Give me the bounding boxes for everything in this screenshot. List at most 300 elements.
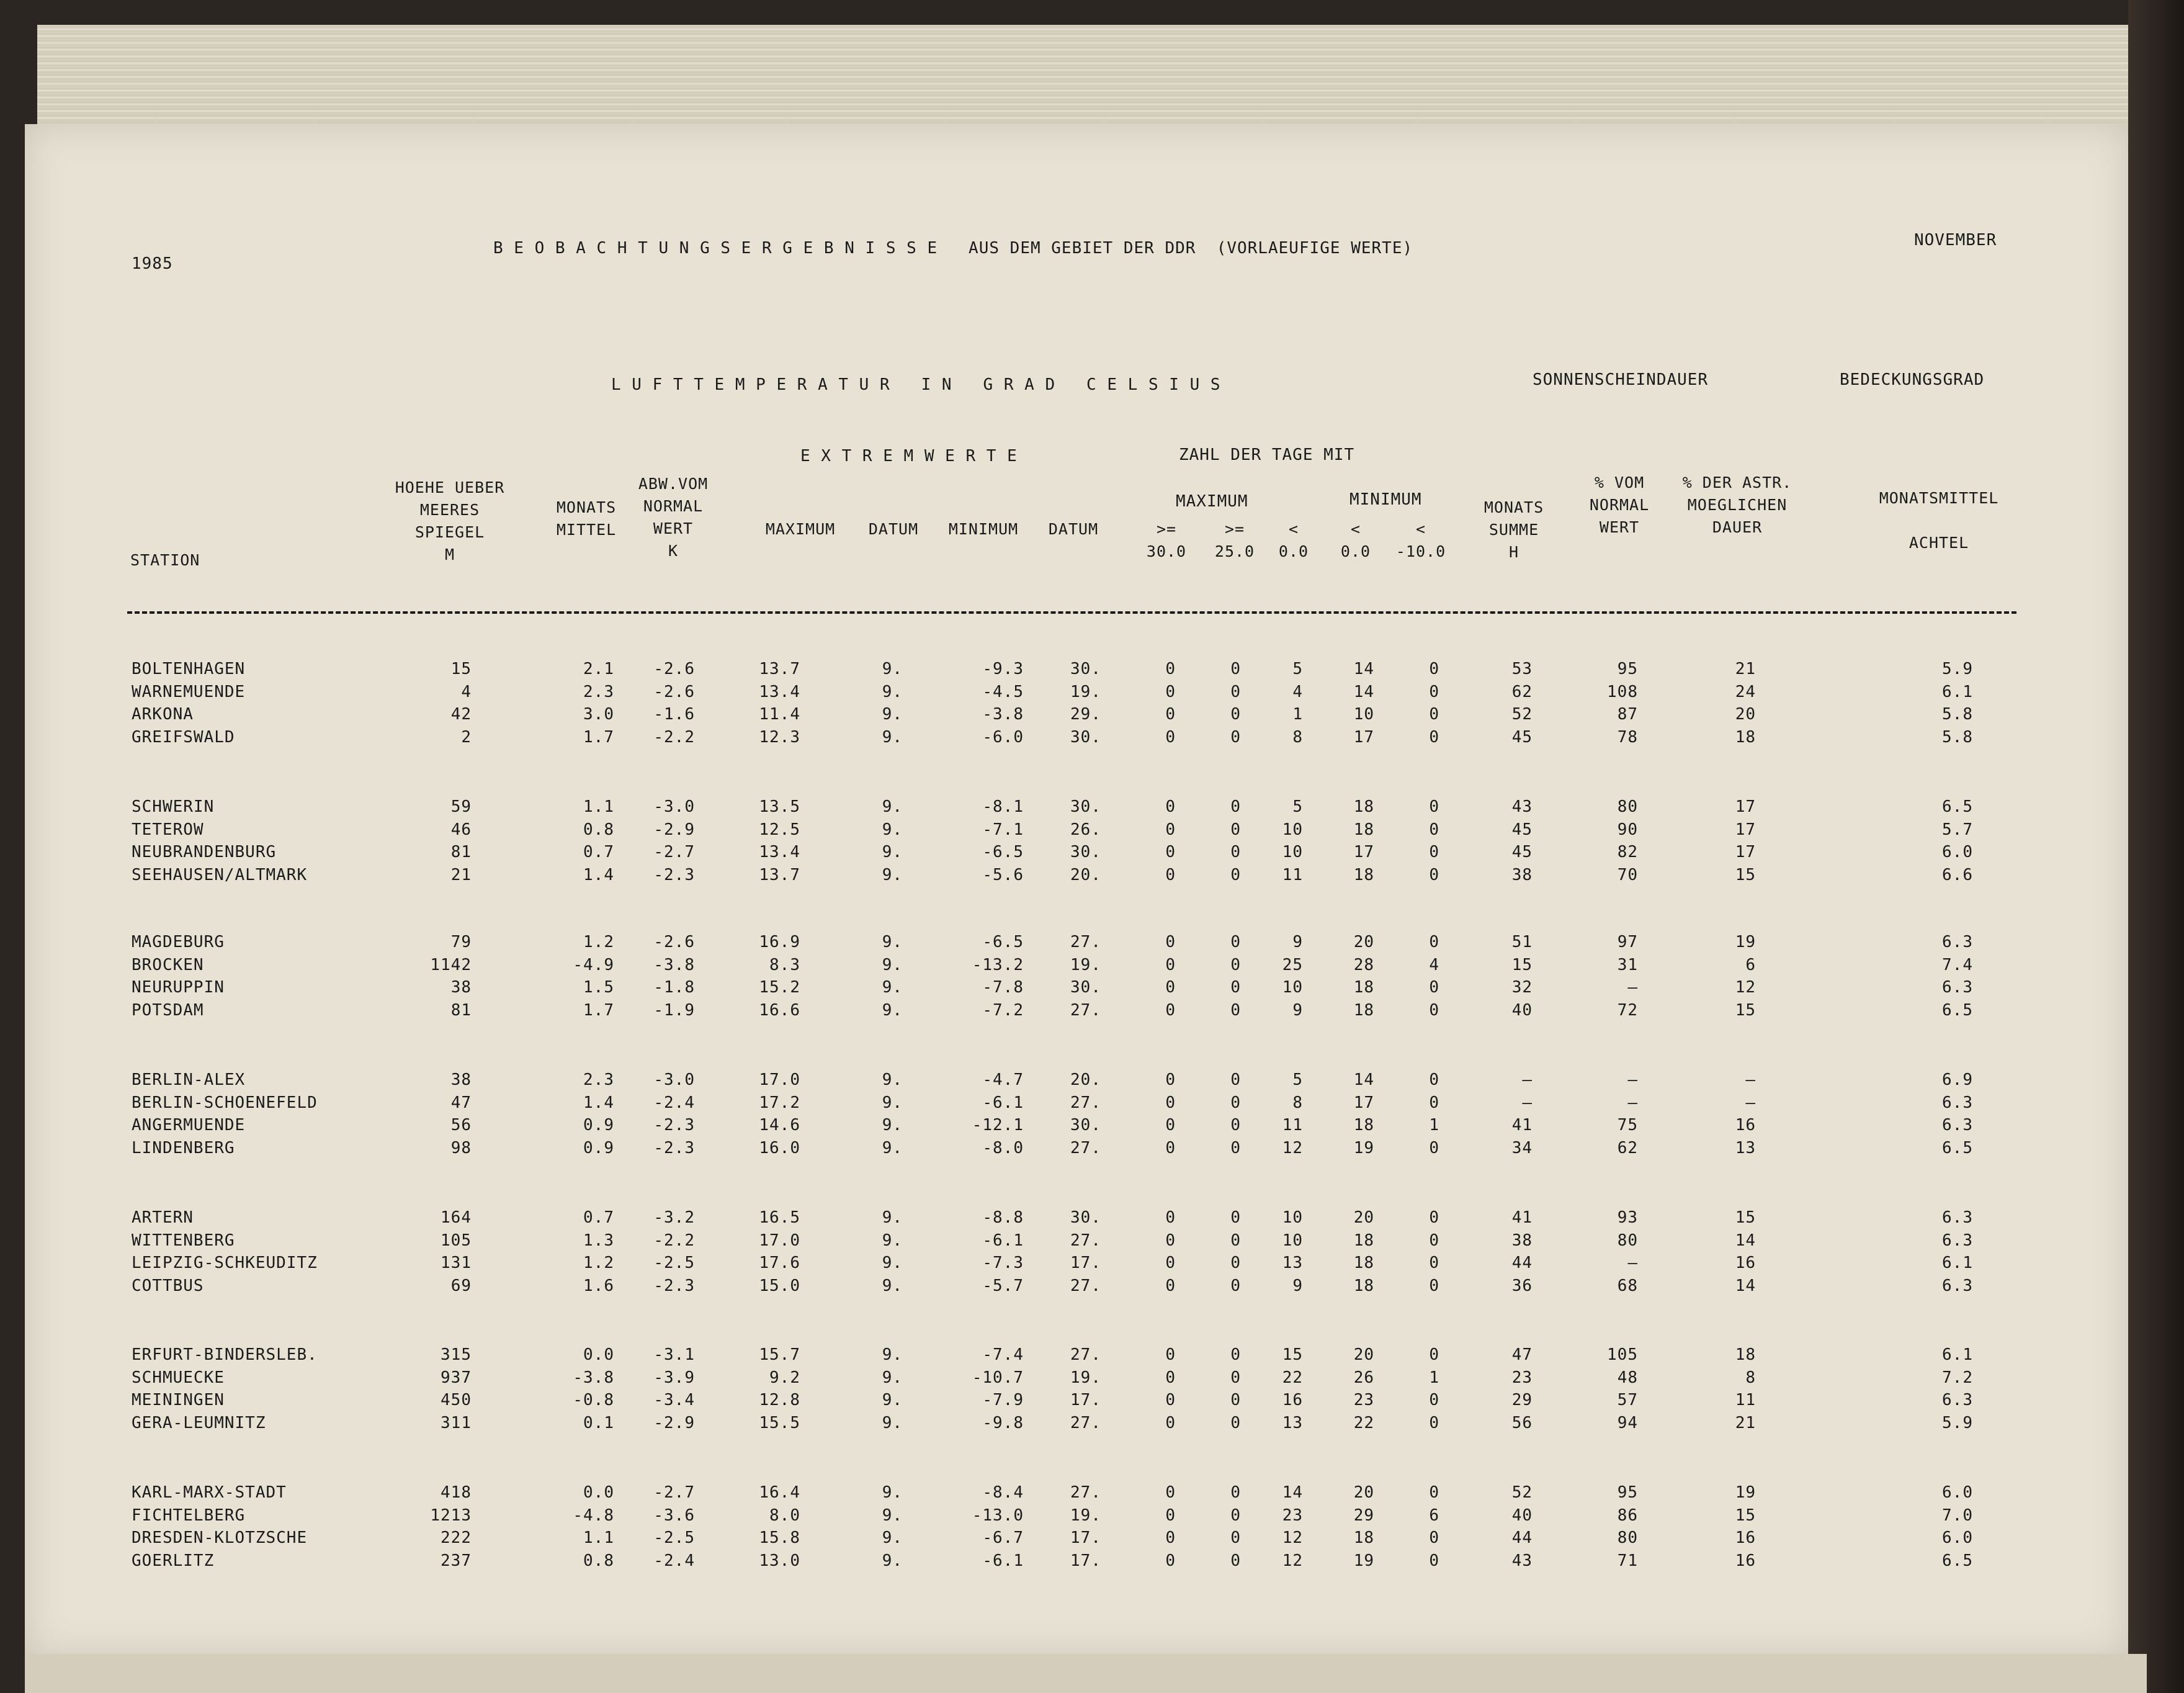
table-row <box>0 843 2184 865</box>
cell-hoehe: 81 <box>450 1000 472 1020</box>
cell-minimum: -6.5 <box>982 933 1024 951</box>
col-sonne-pct-normal: % VOM NORMAL WERT <box>1589 474 1650 536</box>
cell-sonne-pct-astr: 16 <box>1735 1116 1756 1134</box>
cell-max-ge25: 0 <box>1230 1529 1241 1547</box>
cell-max-lt0: 12 <box>1282 1529 1303 1547</box>
cell-max-ge30: 0 <box>1165 1391 1176 1409</box>
cell-max-ge30: 0 <box>1165 1276 1176 1295</box>
cell-hoehe: 42 <box>450 705 472 724</box>
table-row <box>0 797 2184 820</box>
cell-hoehe: 1213 <box>430 1506 472 1525</box>
cell-hoehe: 315 <box>441 1345 472 1364</box>
col-abw: ABW.VOM NORMAL WERT K <box>638 475 709 560</box>
table-row <box>0 1552 2184 1574</box>
cell-min-lt0: 17 <box>1353 727 1374 747</box>
cell-max-ge25: 0 <box>1230 660 1241 678</box>
cell-sonne-pct-astr: 21 <box>1735 660 1756 678</box>
cell-min-lt0: 14 <box>1353 1071 1374 1089</box>
cell-maximum: 13.7 <box>759 660 800 678</box>
cell-min-ltm10: 0 <box>1429 1138 1439 1157</box>
cell-monatsmittel: 3.0 <box>583 705 614 724</box>
cell-max-lt0: 14 <box>1282 1483 1303 1502</box>
cell-minimum: -7.4 <box>982 1345 1024 1364</box>
cell-monatsmittel: 0.7 <box>583 1208 614 1227</box>
cell-abw: -2.5 <box>653 1254 695 1272</box>
cell-sonne-pct-normal: 68 <box>1617 1276 1638 1295</box>
cell-max-ge30: 0 <box>1165 1071 1176 1089</box>
cell-maximum: 12.3 <box>759 727 800 747</box>
page-bottom-edge <box>25 1654 2147 1693</box>
cell-sonne-summe: 36 <box>1511 1276 1533 1295</box>
cell-datum1: 9. <box>882 1345 903 1364</box>
cell-hoehe: 98 <box>450 1138 472 1157</box>
cell-sonne-summe: — <box>1522 1071 1533 1089</box>
cell-min-ltm10: 1 <box>1429 1368 1439 1387</box>
cell-station: BERLIN-SCHOENEFELD <box>132 1093 318 1112</box>
cell-station: ARKONA <box>132 705 194 724</box>
cell-max-ge25: 0 <box>1230 1345 1241 1364</box>
cell-sonne-pct-normal: 80 <box>1617 797 1638 816</box>
cell-min-ltm10: 6 <box>1429 1506 1439 1525</box>
cell-sonne-pct-normal: — <box>1627 1071 1638 1089</box>
cell-min-lt0: 17 <box>1353 1093 1374 1112</box>
cell-station: ERFURT-BINDERSLEB. <box>132 1345 318 1364</box>
cell-max-ge30: 0 <box>1165 1093 1176 1112</box>
cell-sonne-summe: 41 <box>1511 1208 1533 1227</box>
cell-sonne-pct-astr: 15 <box>1735 1208 1756 1227</box>
cell-min-ltm10: 0 <box>1429 660 1439 678</box>
month-label: NOVEMBER <box>1914 231 1997 249</box>
cell-bedeckung: 6.0 <box>1942 1529 1973 1547</box>
cell-max-ge30: 0 <box>1165 1551 1176 1570</box>
cell-abw: -2.3 <box>653 1138 695 1157</box>
cell-bedeckung: 6.3 <box>1942 1231 1973 1250</box>
cell-sonne-pct-astr: 20 <box>1735 705 1756 724</box>
cell-abw: -3.9 <box>653 1368 695 1387</box>
cell-station: DRESDEN-KLOTZSCHE <box>132 1529 308 1547</box>
cell-bedeckung: 6.5 <box>1942 1000 1973 1020</box>
cell-max-lt0: 15 <box>1282 1345 1303 1364</box>
cell-station: BOLTENHAGEN <box>132 660 246 678</box>
cell-sonne-pct-normal: 86 <box>1617 1506 1638 1525</box>
cell-datum2: 30. <box>1070 660 1101 678</box>
cell-max-ge25: 0 <box>1230 1093 1241 1112</box>
cell-datum1: 9. <box>882 955 903 974</box>
cell-bedeckung: 6.3 <box>1942 1208 1973 1227</box>
cell-datum2: 30. <box>1070 727 1101 747</box>
cell-bedeckung: 5.7 <box>1942 820 1973 839</box>
cell-datum2: 27. <box>1070 1276 1101 1295</box>
group-zahl-der-tage: ZAHL DER TAGE MIT <box>1179 446 1355 464</box>
cell-sonne-pct-normal: 95 <box>1617 1483 1638 1502</box>
cell-sonne-pct-astr: 13 <box>1735 1138 1756 1157</box>
cell-station: ARTERN <box>132 1208 194 1227</box>
cell-max-ge30: 0 <box>1165 660 1176 678</box>
cell-hoehe: 81 <box>450 843 472 861</box>
cell-max-ge30: 0 <box>1165 1368 1176 1387</box>
cell-max-ge25: 0 <box>1230 1506 1241 1525</box>
cell-sonne-pct-normal: 57 <box>1617 1391 1638 1409</box>
cell-max-ge25: 0 <box>1230 1000 1241 1020</box>
table-row <box>0 1093 2184 1116</box>
cell-min-lt0: 18 <box>1353 1254 1374 1272</box>
cell-sonne-pct-astr: 14 <box>1735 1231 1756 1250</box>
cell-station: NEURUPPIN <box>132 978 225 997</box>
cell-max-ge25: 0 <box>1230 843 1241 861</box>
cell-hoehe: 131 <box>441 1254 472 1272</box>
cell-sonne-pct-normal: — <box>1627 1254 1638 1272</box>
cell-sonne-summe: 40 <box>1511 1000 1533 1020</box>
cell-bedeckung: 6.9 <box>1942 1071 1973 1089</box>
cell-max-lt0: 9 <box>1292 1276 1303 1295</box>
cell-maximum: 12.5 <box>759 820 800 839</box>
cell-max-ge25: 0 <box>1230 1391 1241 1409</box>
cell-datum2: 27. <box>1070 1093 1101 1112</box>
cell-sonne-pct-normal: 108 <box>1607 682 1638 701</box>
cell-datum2: 30. <box>1070 797 1101 816</box>
cell-maximum: 15.0 <box>759 1276 800 1295</box>
cell-min-ltm10: 0 <box>1429 1345 1439 1364</box>
cell-minimum: -6.0 <box>982 727 1024 747</box>
cell-station: KARL-MARX-STADT <box>132 1483 287 1502</box>
cell-sonne-pct-astr: 16 <box>1735 1551 1756 1570</box>
cell-sonne-pct-astr: 8 <box>1745 1368 1756 1387</box>
cell-bedeckung: 5.9 <box>1942 1413 1973 1432</box>
cell-max-ge25: 0 <box>1230 682 1241 701</box>
cell-monatsmittel: 1.3 <box>583 1231 614 1250</box>
cell-monatsmittel: 1.2 <box>583 1254 614 1272</box>
cell-maximum: 16.4 <box>759 1483 800 1502</box>
cell-sonne-pct-normal: 70 <box>1617 865 1638 884</box>
cell-datum1: 9. <box>882 682 903 701</box>
cell-datum2: 19. <box>1070 682 1101 701</box>
cell-max-ge25: 0 <box>1230 1413 1241 1432</box>
col-maximum: MAXIMUM <box>765 520 836 538</box>
cell-max-ge25: 0 <box>1230 1551 1241 1570</box>
col-sonne-summe: MONATS SUMME H <box>1484 498 1544 561</box>
cell-min-lt0: 20 <box>1353 1483 1374 1502</box>
cell-minimum: -12.1 <box>972 1116 1024 1134</box>
cell-monatsmittel: 0.0 <box>583 1345 614 1364</box>
cell-datum1: 9. <box>882 933 903 951</box>
cell-max-ge25: 0 <box>1230 1276 1241 1295</box>
cell-sonne-pct-astr: 12 <box>1735 978 1756 997</box>
cell-abw: -2.3 <box>653 1276 695 1295</box>
cell-datum2: 27. <box>1070 1000 1101 1020</box>
col-hoehe: HOEHE UEBER MEERES SPIEGEL M <box>395 478 505 564</box>
cell-sonne-pct-normal: 78 <box>1617 727 1638 747</box>
cell-abw: -2.7 <box>653 843 695 861</box>
cell-bedeckung: 6.1 <box>1942 1254 1973 1272</box>
cell-max-ge30: 0 <box>1165 1506 1176 1525</box>
cell-datum2: 20. <box>1070 865 1101 884</box>
cell-max-ge30: 0 <box>1165 820 1176 839</box>
cell-bedeckung: 6.0 <box>1942 843 1973 861</box>
cell-min-lt0: 18 <box>1353 820 1374 839</box>
cell-monatsmittel: 1.7 <box>583 727 614 747</box>
cell-sonne-summe: 43 <box>1511 1551 1533 1570</box>
cell-datum1: 9. <box>882 1276 903 1295</box>
cell-datum2: 29. <box>1070 705 1101 724</box>
cell-sonne-pct-astr: 18 <box>1735 1345 1756 1364</box>
table-row <box>0 866 2184 888</box>
cell-datum2: 30. <box>1070 1116 1101 1134</box>
cell-minimum: -6.1 <box>982 1093 1024 1112</box>
cell-min-lt0: 10 <box>1353 705 1374 724</box>
cell-maximum: 13.0 <box>759 1551 800 1570</box>
cell-min-ltm10: 0 <box>1429 797 1439 816</box>
cell-abw: -1.6 <box>653 705 695 724</box>
cell-monatsmittel: 0.7 <box>583 843 614 861</box>
cell-sonne-summe: 23 <box>1511 1368 1533 1387</box>
cell-min-ltm10: 0 <box>1429 1391 1439 1409</box>
cell-sonne-pct-normal: 80 <box>1617 1529 1638 1547</box>
cell-min-lt0: 19 <box>1353 1138 1374 1157</box>
cell-min-ltm10: 4 <box>1429 955 1439 974</box>
cell-monatsmittel: -4.9 <box>573 955 614 974</box>
cell-maximum: 17.0 <box>759 1231 800 1250</box>
cell-abw: -2.6 <box>653 933 695 951</box>
cell-datum1: 9. <box>882 705 903 724</box>
header-separator <box>127 611 2016 614</box>
table-row <box>0 1116 2184 1138</box>
cell-monatsmittel: 1.1 <box>583 1529 614 1547</box>
cell-min-ltm10: 0 <box>1429 1276 1439 1295</box>
cell-max-ge25: 0 <box>1230 1138 1241 1157</box>
cell-minimum: -7.1 <box>982 820 1024 839</box>
cell-monatsmittel: 2.3 <box>583 1071 614 1089</box>
cell-sonne-pct-normal: 82 <box>1617 843 1638 861</box>
cell-sonne-summe: 56 <box>1511 1413 1533 1432</box>
cell-datum1: 9. <box>882 1391 903 1409</box>
cell-min-ltm10: 0 <box>1429 1529 1439 1547</box>
cell-maximum: 12.8 <box>759 1391 800 1409</box>
cell-hoehe: 164 <box>441 1208 472 1227</box>
cell-datum1: 9. <box>882 1138 903 1157</box>
cell-bedeckung: 6.5 <box>1942 797 1973 816</box>
col-datum2: DATUM <box>1048 520 1099 538</box>
cell-sonne-summe: 47 <box>1511 1345 1533 1364</box>
group-sonnenschein: SONNENSCHEINDAUER <box>1533 370 1709 389</box>
cell-sonne-pct-astr: 19 <box>1735 1483 1756 1502</box>
table-row <box>0 728 2184 750</box>
cell-sonne-summe: 52 <box>1511 1483 1533 1502</box>
cell-monatsmittel: 2.3 <box>583 682 614 701</box>
cell-minimum: -7.9 <box>982 1391 1024 1409</box>
cell-max-ge30: 0 <box>1165 1208 1176 1227</box>
table-row <box>0 1231 2184 1254</box>
cell-station: GOERLITZ <box>132 1551 215 1570</box>
cell-min-ltm10: 0 <box>1429 1483 1439 1502</box>
cell-datum2: 19. <box>1070 1368 1101 1387</box>
cell-sonne-pct-astr: 18 <box>1735 727 1756 747</box>
cell-max-ge30: 0 <box>1165 978 1176 997</box>
cell-station: COTTBUS <box>132 1276 204 1295</box>
cell-max-ge25: 0 <box>1230 1254 1241 1272</box>
cell-datum2: 30. <box>1070 1208 1101 1227</box>
cell-sonne-summe: 38 <box>1511 865 1533 884</box>
cell-sonne-pct-astr: 17 <box>1735 820 1756 839</box>
cell-sonne-pct-normal: 93 <box>1617 1208 1638 1227</box>
cell-monatsmittel: 1.1 <box>583 797 614 816</box>
cell-min-lt0: 22 <box>1353 1413 1374 1432</box>
cell-monatsmittel: 0.9 <box>583 1138 614 1157</box>
cell-max-ge30: 0 <box>1165 955 1176 974</box>
cell-datum1: 9. <box>882 865 903 884</box>
year-label: 1985 <box>132 254 173 273</box>
cell-maximum: 8.3 <box>769 955 800 974</box>
cell-max-ge25: 0 <box>1230 1208 1241 1227</box>
cell-datum1: 9. <box>882 820 903 839</box>
cell-min-ltm10: 0 <box>1429 820 1439 839</box>
cell-minimum: -6.5 <box>982 843 1024 861</box>
page-title: B E O B A C H T U N G S E R G E B N I S S E AUS DEM GEBIET DER DDR (VORLAEUFIGE WERTE) <box>493 239 1413 258</box>
cell-station: GREIFSWALD <box>132 727 235 747</box>
cell-min-ltm10: 0 <box>1429 1551 1439 1570</box>
cell-minimum: -8.0 <box>982 1138 1024 1157</box>
cell-maximum: 13.7 <box>759 865 800 884</box>
cell-station: SCHWERIN <box>132 797 215 816</box>
group-bedeckung: BEDECKUNGSGRAD <box>1840 370 1985 389</box>
cell-minimum: -8.8 <box>982 1208 1024 1227</box>
cell-max-ge25: 0 <box>1230 978 1241 997</box>
cell-minimum: -7.2 <box>982 1000 1024 1020</box>
cell-min-lt0: 17 <box>1353 843 1374 861</box>
cell-datum1: 9. <box>882 1368 903 1387</box>
cell-sonne-pct-astr: 16 <box>1735 1254 1756 1272</box>
table-row <box>0 1391 2184 1413</box>
cell-station: GERA-LEUMNITZ <box>132 1413 266 1432</box>
cell-datum1: 9. <box>882 1071 903 1089</box>
cell-maximum: 16.6 <box>759 1000 800 1020</box>
cell-datum2: 17. <box>1070 1529 1101 1547</box>
cell-max-lt0: 23 <box>1282 1506 1303 1525</box>
cell-monatsmittel: -0.8 <box>573 1391 614 1409</box>
cell-min-lt0: 28 <box>1353 955 1374 974</box>
cell-min-lt0: 18 <box>1353 1116 1374 1134</box>
cell-datum1: 9. <box>882 1231 903 1250</box>
cell-sonne-summe: 44 <box>1511 1254 1533 1272</box>
cell-hoehe: 79 <box>450 933 472 951</box>
cell-min-ltm10: 0 <box>1429 1254 1439 1272</box>
cell-maximum: 9.2 <box>769 1368 800 1387</box>
cell-max-lt0: 25 <box>1282 955 1303 974</box>
cell-sonne-summe: 32 <box>1511 978 1533 997</box>
cell-monatsmittel: 0.9 <box>583 1116 614 1134</box>
group-lufttemperatur: L U F T T E M P E R A T U R I N G R A D C E L S I U S <box>611 375 1221 394</box>
cell-max-lt0: 5 <box>1292 660 1303 678</box>
cell-abw: -2.5 <box>653 1529 695 1547</box>
cell-abw: -3.0 <box>653 1071 695 1089</box>
cell-abw: -2.2 <box>653 1231 695 1250</box>
cell-hoehe: 15 <box>450 660 472 678</box>
cell-max-ge25: 0 <box>1230 797 1241 816</box>
cell-sonne-pct-astr: 15 <box>1735 1000 1756 1020</box>
cell-sonne-pct-normal: 75 <box>1617 1116 1638 1134</box>
cell-hoehe: 450 <box>441 1391 472 1409</box>
cell-datum2: 19. <box>1070 1506 1101 1525</box>
table-row <box>0 1345 2184 1368</box>
cell-sonne-summe: 53 <box>1511 660 1533 678</box>
cell-min-lt0: 20 <box>1353 1345 1374 1364</box>
cell-maximum: 16.0 <box>759 1138 800 1157</box>
cell-max-lt0: 16 <box>1282 1391 1303 1409</box>
col-min-ltm10: < -10.0 <box>1395 520 1446 560</box>
table-row <box>0 705 2184 727</box>
cell-sonne-pct-astr: 16 <box>1735 1529 1756 1547</box>
cell-sonne-summe: 15 <box>1511 955 1533 974</box>
cell-datum2: 26. <box>1070 820 1101 839</box>
cell-max-lt0: 8 <box>1292 727 1303 747</box>
cell-hoehe: 69 <box>450 1276 472 1295</box>
col-monatsmittel: MONATS MITTEL <box>556 498 617 539</box>
cell-max-lt0: 5 <box>1292 1071 1303 1089</box>
cell-max-lt0: 10 <box>1282 1231 1303 1250</box>
cell-station: NEUBRANDENBURG <box>132 843 277 861</box>
cell-datum2: 30. <box>1070 978 1101 997</box>
cell-max-ge25: 0 <box>1230 1116 1241 1134</box>
cell-datum2: 27. <box>1070 1231 1101 1250</box>
cell-bedeckung: 6.6 <box>1942 865 1973 884</box>
cell-min-lt0: 18 <box>1353 1276 1374 1295</box>
cell-maximum: 13.5 <box>759 797 800 816</box>
cell-sonne-summe: 44 <box>1511 1529 1533 1547</box>
cell-monatsmittel: 1.4 <box>583 1093 614 1112</box>
cell-datum2: 17. <box>1070 1254 1101 1272</box>
cell-max-lt0: 13 <box>1282 1413 1303 1432</box>
cell-hoehe: 237 <box>441 1551 472 1570</box>
cell-max-ge30: 0 <box>1165 1116 1176 1134</box>
cell-minimum: -6.1 <box>982 1551 1024 1570</box>
cell-hoehe: 4 <box>461 682 472 701</box>
table-row <box>0 956 2184 978</box>
cell-min-lt0: 23 <box>1353 1391 1374 1409</box>
cell-max-lt0: 4 <box>1292 682 1303 701</box>
table-row <box>0 1414 2184 1436</box>
cell-abw: -3.8 <box>653 955 695 974</box>
cell-bedeckung: 5.8 <box>1942 705 1973 724</box>
cell-min-ltm10: 0 <box>1429 978 1439 997</box>
cell-max-ge30: 0 <box>1165 1483 1176 1502</box>
cell-bedeckung: 6.3 <box>1942 1093 1973 1112</box>
cell-datum1: 9. <box>882 727 903 747</box>
cell-maximum: 17.6 <box>759 1254 800 1272</box>
table-row <box>0 1208 2184 1231</box>
cell-max-ge25: 0 <box>1230 1071 1241 1089</box>
cell-sonne-summe: 62 <box>1511 682 1533 701</box>
cell-bedeckung: 6.3 <box>1942 1276 1973 1295</box>
cell-min-lt0: 18 <box>1353 978 1374 997</box>
cell-hoehe: 21 <box>450 865 472 884</box>
table-row <box>0 1368 2184 1391</box>
cell-station: BERLIN-ALEX <box>132 1071 246 1089</box>
cell-datum1: 9. <box>882 1413 903 1432</box>
cell-max-ge25: 0 <box>1230 1231 1241 1250</box>
cell-max-ge30: 0 <box>1165 682 1176 701</box>
cell-hoehe: 56 <box>450 1116 472 1134</box>
cell-bedeckung: 6.1 <box>1942 682 1973 701</box>
cell-sonne-pct-normal: — <box>1627 978 1638 997</box>
cell-bedeckung: 6.3 <box>1942 933 1973 951</box>
cell-max-ge30: 0 <box>1165 843 1176 861</box>
cell-max-lt0: 11 <box>1282 1116 1303 1134</box>
cell-sonne-pct-astr: 24 <box>1735 682 1756 701</box>
cell-hoehe: 311 <box>441 1413 472 1432</box>
cell-sonne-pct-astr: — <box>1745 1071 1756 1089</box>
cell-datum2: 19. <box>1070 955 1101 974</box>
cell-sonne-pct-astr: 15 <box>1735 865 1756 884</box>
cell-bedeckung: 6.3 <box>1942 1391 1973 1409</box>
